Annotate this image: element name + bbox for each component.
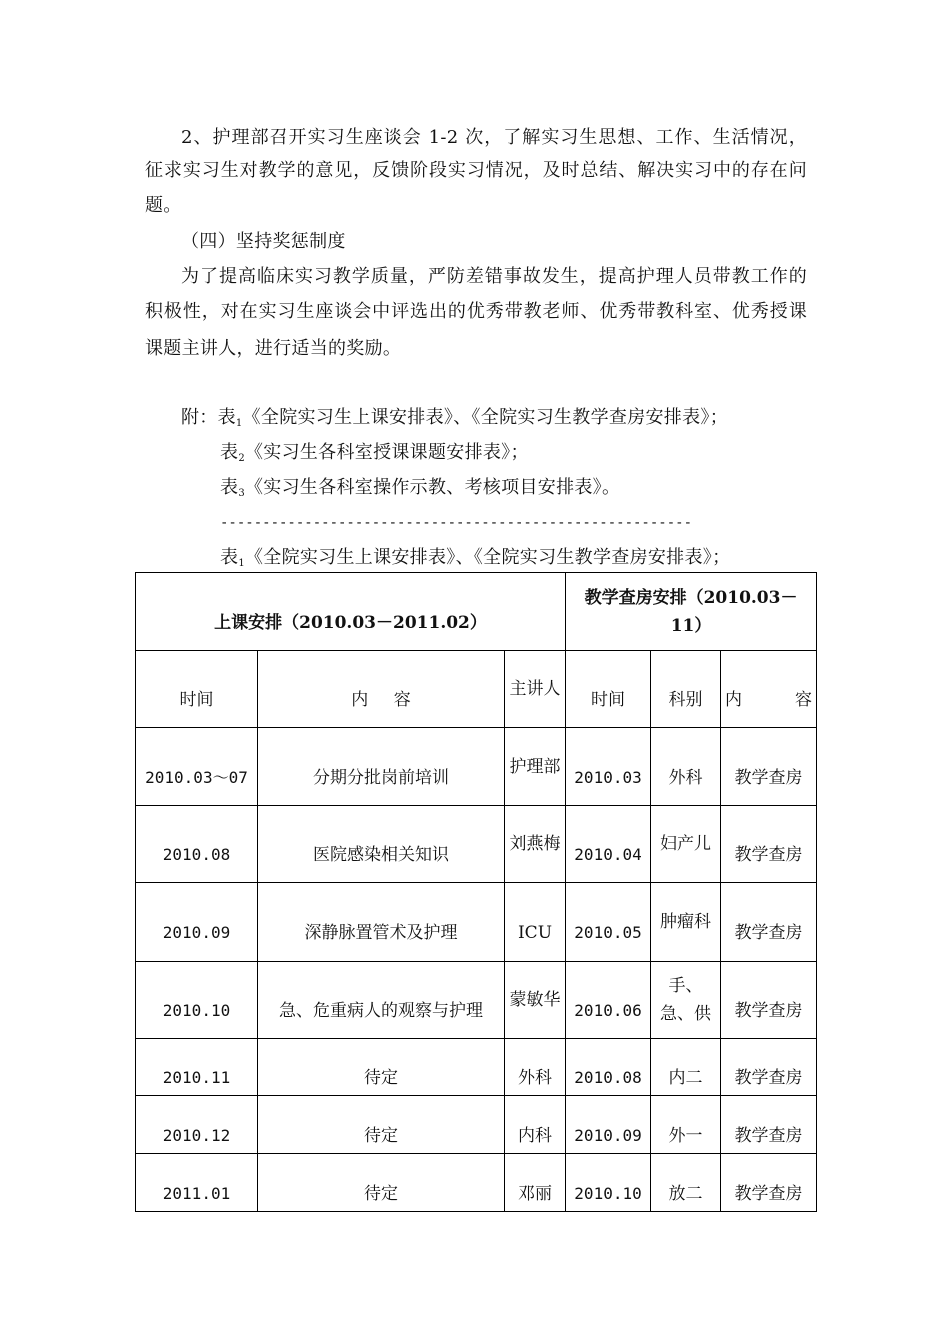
cell-time2: 2010.04: [566, 806, 651, 883]
cell-time2: 2010.05: [566, 883, 651, 962]
col-header-time2: 时间: [566, 651, 651, 728]
cell-content2: 教学查房: [721, 1039, 817, 1096]
cell-speaker: 内科: [505, 1096, 566, 1154]
cell-content: 医院感染相关知识: [258, 806, 505, 883]
cell-speaker: 邓丽: [505, 1154, 566, 1212]
paragraph-1-line-3: 题。: [145, 195, 182, 216]
cell-dept: 手、急、供: [651, 962, 721, 1039]
cell-time2: 2010.08: [566, 1039, 651, 1096]
cell-content: 待定: [258, 1039, 505, 1096]
cell-time: 2011.01: [136, 1154, 258, 1212]
col-header-content: [258, 651, 505, 728]
group-header-classes: 上课安排（2010.03－2011.02）: [136, 573, 566, 651]
cell-content2: 教学查房: [721, 962, 817, 1039]
appendix-item-3-sub: 3: [238, 488, 245, 499]
cell-time2: 2010.09: [566, 1096, 651, 1154]
group-header-rounds: 教学查房安排（2010.03－11）: [566, 573, 817, 651]
cell-speaker: 刘燕梅: [505, 806, 566, 883]
cell-speaker: 外科: [505, 1039, 566, 1096]
appendix-item-1-label: 表: [217, 407, 236, 428]
schedule-table: [135, 572, 817, 1212]
col-header-content-a: 内: [351, 690, 369, 710]
appendix-item-2-label: 表: [220, 442, 239, 463]
cell-time: 2010.03～07: [136, 728, 258, 806]
table-caption-label: 表: [220, 547, 239, 568]
table-row: [136, 1154, 817, 1212]
cell-time2: 2010.10: [566, 1154, 651, 1212]
cell-time2: 2010.03: [566, 728, 651, 806]
cell-content: 深静脉置管术及护理: [258, 883, 505, 962]
cell-speaker: ICU: [505, 883, 566, 962]
cell-dept: 放二: [651, 1154, 721, 1212]
paragraph-2-line-1: 为了提高临床实习教学质量，严防差错事故发生，提高护理人员带教工作的: [181, 266, 807, 287]
cell-time: 2010.10: [136, 962, 258, 1039]
appendix-item-2-text: 《实习生各科室授课课题安排表》；: [244, 442, 529, 463]
cell-content: 待定: [258, 1096, 505, 1154]
cell-content: 急、危重病人的观察与护理: [258, 962, 505, 1039]
appendix-line-3: [220, 476, 620, 506]
col-header-time: 时间: [136, 651, 258, 728]
cell-dept: 内二: [651, 1039, 721, 1096]
appendix-item-2-sub: 2: [238, 453, 245, 464]
cell-time2: 2010.06: [566, 962, 651, 1039]
cell-dept: 妇产儿: [651, 806, 721, 883]
cell-time: 2010.09: [136, 883, 258, 962]
divider-line: --------------------------------------------------------: [220, 515, 693, 531]
col-header-content2-b: 容: [795, 690, 813, 710]
appendix-item-1-text: 《全院实习生上课安排表》、《全院实习生教学查房安排表》；: [242, 407, 728, 428]
appendix-item-1-sub: 1: [235, 418, 243, 429]
paragraph-2-line-3: 课题主讲人，进行适当的奖励。: [145, 338, 402, 359]
cell-time: 2010.12: [136, 1096, 258, 1154]
cell-dept: 外科: [651, 728, 721, 806]
cell-content: 待定: [258, 1154, 505, 1212]
table-row: [136, 728, 817, 806]
cell-time: 2010.11: [136, 1039, 258, 1096]
table-row: [136, 1039, 817, 1096]
cell-speaker: 蒙敏华: [505, 962, 566, 1039]
table-caption-sub: 1: [238, 558, 245, 569]
cell-content2: 教学查房: [721, 883, 817, 962]
table-row: [136, 806, 817, 883]
col-header-content2-a: 内: [725, 690, 743, 710]
table-row: [136, 883, 817, 962]
cell-time: 2010.08: [136, 806, 258, 883]
cell-content2: 教学查房: [721, 728, 817, 806]
cell-dept: 外一: [651, 1096, 721, 1154]
appendix-line-1: [181, 406, 728, 436]
paragraph-1-line-2: 征求实习生对教学的意见，反馈阶段实习情况，及时总结、解决实习中的存在问: [145, 160, 807, 181]
col-header-content2: [721, 651, 817, 728]
cell-content2: 教学查房: [721, 1096, 817, 1154]
appendix-item-3-label: 表: [220, 477, 239, 498]
table-row: [136, 1096, 817, 1154]
appendix-line-2: [220, 441, 529, 471]
cell-content: 分期分批岗前培训: [258, 728, 505, 806]
appendix-item-3-text: 《实习生各科室操作示教、考核项目安排表》。: [244, 477, 621, 498]
cell-content2: 教学查房: [721, 1154, 817, 1212]
cell-content2: 教学查房: [721, 806, 817, 883]
col-header-content-b: 容: [393, 690, 411, 710]
paragraph-1-line-1: 2、护理部召开实习生座谈会 1-2 次，了解实习生思想、工作、生活情况，: [181, 127, 807, 148]
cell-dept: 肿瘤科: [651, 883, 721, 962]
paragraph-2-line-2: 积极性，对在实习生座谈会中评选出的优秀带教老师、优秀带教科室、优秀授课: [145, 301, 807, 322]
cell-speaker: 护理部: [505, 728, 566, 806]
table-caption-text: 《全院实习生上课安排表》、《全院实习生教学查房安排表》；: [244, 547, 731, 568]
section-heading-4: （四）坚持奖惩制度: [181, 231, 346, 252]
col-header-speaker: 主讲人: [505, 651, 566, 728]
table-column-header-row: [136, 651, 817, 728]
table-row: [136, 962, 817, 1039]
appendix-prefix: 附：: [181, 407, 218, 428]
col-header-dept: 科别: [651, 651, 721, 728]
table-group-header-row: [136, 573, 817, 651]
